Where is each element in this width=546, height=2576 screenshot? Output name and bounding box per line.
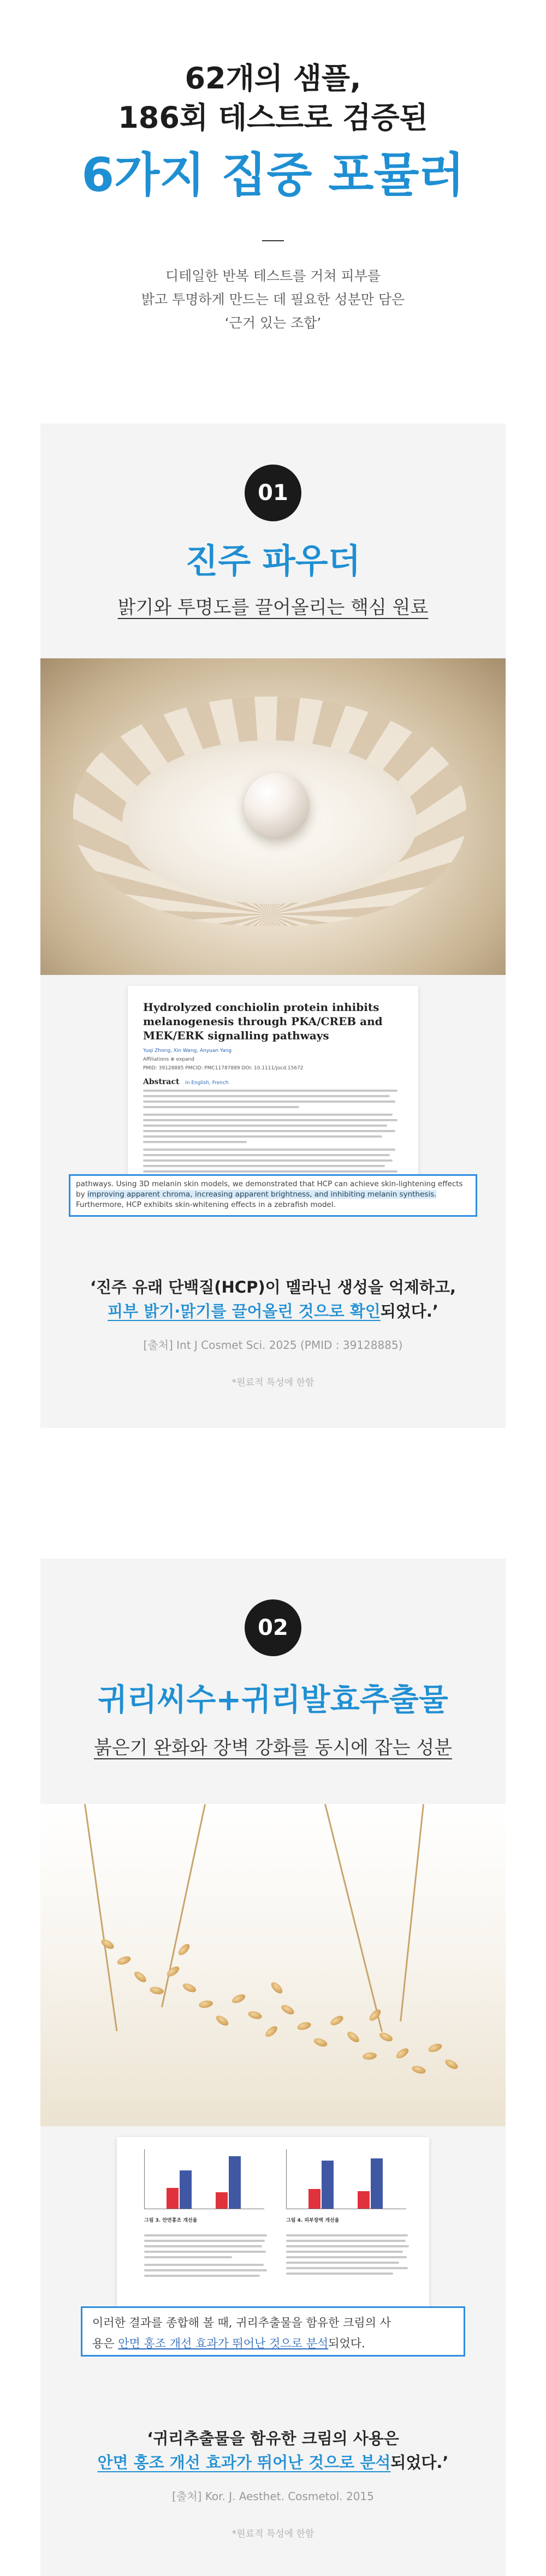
intro-text: [0, 264, 546, 335]
ingredient-card-oat: [40, 1558, 506, 2576]
quote-line-1: ‘귀리추출물을 함유한 크림의 사용은: [147, 2429, 399, 2448]
ingredient-quote: [40, 1275, 506, 1323]
intro-line-2: 밝고 투명하게 만드는 데 필요한 성분만 담은: [141, 291, 405, 307]
ingredient-number-badge: 02: [245, 1599, 301, 1656]
abstract-heading-text: Abstract: [143, 1078, 180, 1086]
hero-section: [0, 0, 546, 335]
paper-affiliations: Affiliations ⊕ expand: [143, 1057, 194, 1062]
paper-sheet: [117, 2137, 429, 2328]
paper-body-right: [286, 2231, 412, 2275]
oat-grain-photo: [40, 1804, 506, 2126]
pearl-shell-photo: [40, 658, 506, 975]
paper-body-left: [144, 2231, 270, 2277]
research-paper-2: [40, 2126, 506, 2377]
chart-caption-1: 그림 3. 안면홍조 개선율: [144, 2218, 198, 2223]
highlight-post: Furthermore, HCP exhibits skin-whitening effects in a zebrafish model.: [76, 1200, 336, 1209]
highlight-pre: pathways. Using 3D melanin skin models, we demonstrated that HCP can achieve skin-lightening effects by: [76, 1180, 463, 1199]
highlight-post: 되었다.: [328, 2337, 365, 2350]
ingredient-title: 귀리씨수+귀리발효추출물: [98, 1682, 448, 1718]
ingredient-quote: [40, 2426, 506, 2474]
highlight-line-1: 이러한 결과를 종합해 볼 때, 귀리추출물을 함유한 크림의 사: [92, 2316, 391, 2329]
quote-end: 되었다.’: [380, 1302, 438, 1320]
highlight-mark: 안면 홍조 개선 효과가 뛰어난 것으로 분석: [118, 2337, 329, 2350]
divider: [262, 240, 284, 241]
paper-title: Hydrolyzed conchiolin protein inhibits melanogenesis through PKA/CREB and MEK/ERK signalling pathways: [143, 1001, 383, 1042]
highlight-line-2: [92, 2333, 454, 2354]
hero-line-2: 186회 테스트로 검증된: [118, 100, 428, 135]
quote-line-2: [40, 2450, 506, 2474]
quote-line-1: ‘진주 유래 단백질(HCP)이 멜라닌 생성을 억제하고,: [90, 1278, 456, 1296]
ingredient-subtitle: 붉은기 완화와 장벽 강화를 동시에 잡는 성분: [93, 1737, 453, 1759]
quote-highlight: 안면 홍조 개선 효과가 뛰어난 것으로 분석: [97, 2453, 391, 2472]
ingredient-title: 진주 파우더: [185, 541, 361, 581]
pearl-illustration: [244, 773, 310, 837]
quote-highlight: 피부 밝기·맑기를 끌어올린 것으로 확인: [108, 1302, 381, 1320]
source-citation: [출처] Int J Cosmet Sci. 2025 (PMID : 39128885): [143, 1338, 403, 1352]
redness-chart: [144, 2149, 264, 2209]
quote-line-2: [40, 1299, 506, 1323]
paper-abstract-lines: [143, 1090, 403, 1178]
abstract-lang: in English, French: [185, 1080, 229, 1086]
research-paper-1: [40, 975, 506, 1215]
disclaimer-note: *원료적 특성에 한함: [232, 1377, 314, 1388]
ingredient-number-badge: 01: [245, 465, 301, 521]
hero-accent-title: 6가지 집중 포뮬러: [81, 148, 465, 203]
ingredient-card-pearl: [40, 424, 506, 1428]
highlight-pre: 용은: [92, 2337, 118, 2350]
quote-end: 되었다.’: [390, 2453, 449, 2472]
source-citation: [출처] Kor. J. Aesthet. Cosmetol. 2015: [172, 2490, 374, 2503]
highlight-mark: improving apparent chroma, increasing apparent brightness, and inhibiting melanin synthesis.: [87, 1190, 437, 1199]
intro-line-1: 디테일한 반복 테스트를 거쳐 피부를: [165, 268, 381, 284]
barrier-chart: [286, 2149, 406, 2209]
paper-highlight-box: [81, 2306, 465, 2357]
paper-abstract-heading: [143, 1078, 403, 1086]
hero-line-1: 62개의 샘플,: [185, 61, 361, 96]
paper-ids: PMID: 39128885 PMCID: PMC11787889 DOI: 10.1111/jocd.15672: [143, 1066, 304, 1071]
intro-line-3: ‘근거 있는 조합’: [224, 315, 322, 331]
disclaimer-note: *원료적 특성에 한함: [232, 2529, 314, 2539]
paper-highlight-box: [69, 1174, 477, 1217]
paper-authors: Yuqi Zhong, Xin Wang, Anyuan Yang: [143, 1048, 232, 1054]
ingredient-subtitle: 밝기와 투명도를 끌어올리는 핵심 원료: [117, 597, 429, 618]
chart-caption-2: 그림 4. 피부장벽 개선율: [286, 2218, 340, 2223]
